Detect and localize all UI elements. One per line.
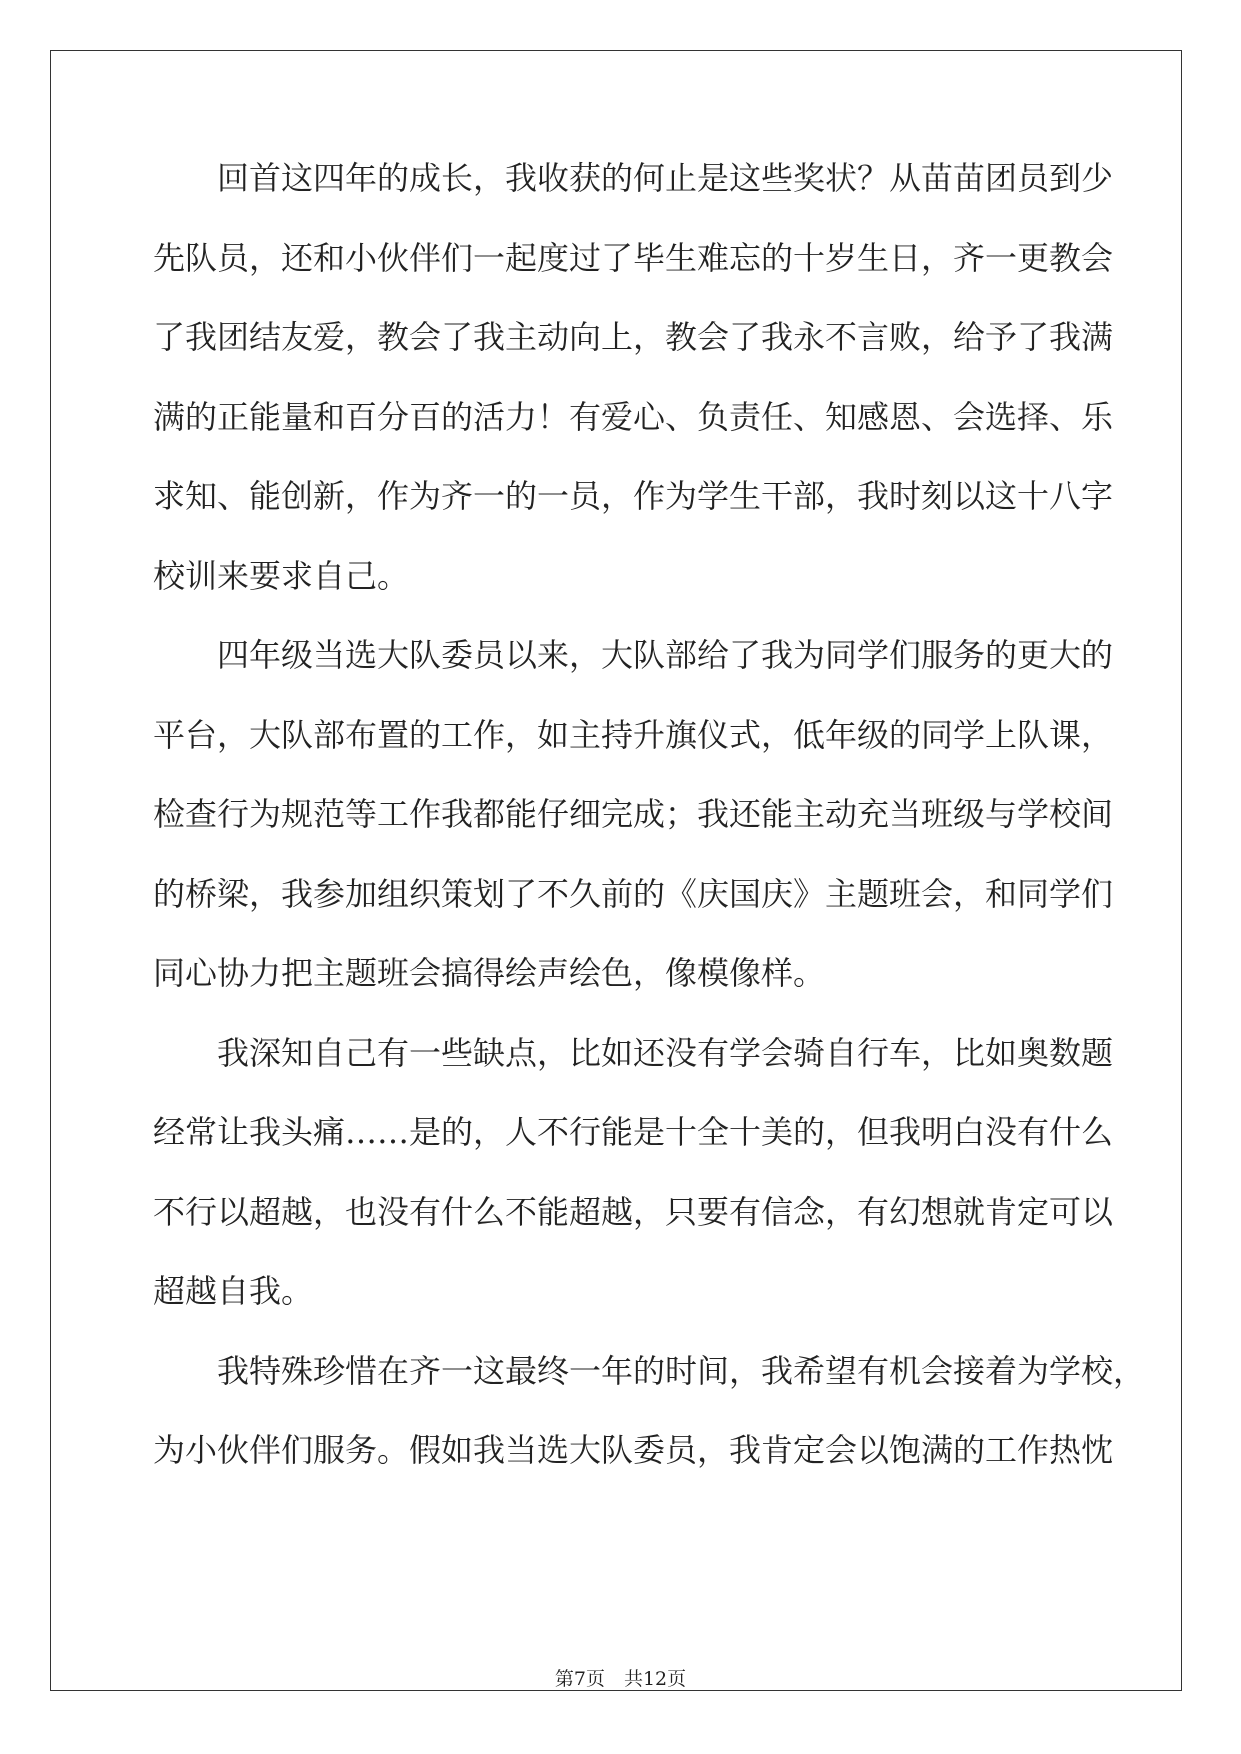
paragraph-2-line-4: 的桥梁，我参加组织策划了不久前的《庆国庆》主题班会，和同学们	[153, 874, 1114, 913]
paragraph-1-line-1: 回首这四年的成长，我收获的何止是这些奖状？从苗苗团员到少	[217, 159, 1114, 197]
paragraph-1-line-2: 先队员，还和小伙伴们一起度过了毕生难忘的十岁生日，齐一更教会	[153, 238, 1114, 277]
paragraph-2-line-3: 检查行为规范等工作我都能仔细完成；我还能主动充当班级与学校间	[153, 795, 1114, 833]
document-body	[153, 158, 1146, 1510]
paragraph-1-line-3: 了我团结友爱，教会了我主动向上，教会了我永不言败，给予了我满	[153, 318, 1114, 356]
paragraph-3-line-1: 我深知自己有一些缺点，比如还没有学会骑自行车，比如奥数题	[217, 1033, 1114, 1072]
page-number-footer: 第7页 共12页	[554, 1668, 687, 1690]
paragraph-3-line-2: 经常让我头痛……是的，人不行能是十全十美的，但我明白没有什么	[153, 1113, 1114, 1151]
paragraph-2-line-5: 同心协力把主题班会搞得绘声绘色，像模像样。	[153, 954, 826, 992]
paragraph-3-line-4: 超越自我。	[153, 1272, 314, 1310]
paragraph-1-line-5: 求知、能创新，作为齐一的一员，作为学生干部，我时刻以这十八字	[153, 477, 1114, 515]
paragraph-1-line-4: 满的正能量和百分百的活力！有爱心、负责任、知感恩、会选择、乐	[153, 397, 1114, 436]
paragraph-4-line-2: 为小伙伴们服务。假如我当选大队委员，我肯定会以饱满的工作热忱	[153, 1431, 1114, 1469]
paragraph-2-line-2: 平台，大队部布置的工作，如主持升旗仪式，低年级的同学上队课，	[153, 715, 1114, 754]
paragraph-3-line-3: 不行以超越，也没有什么不能超越，只要有信念，有幻想就肯定可以	[153, 1192, 1114, 1231]
paragraph-2-line-1: 四年级当选大队委员以来，大队部给了我为同学们服务的更大的	[217, 636, 1114, 674]
paragraph-1-line-6: 校训来要求自己。	[153, 556, 410, 595]
paragraph-4-line-1: 我特殊珍惜在齐一这最终一年的时间，我希望有机会接着为学校，	[217, 1351, 1146, 1390]
